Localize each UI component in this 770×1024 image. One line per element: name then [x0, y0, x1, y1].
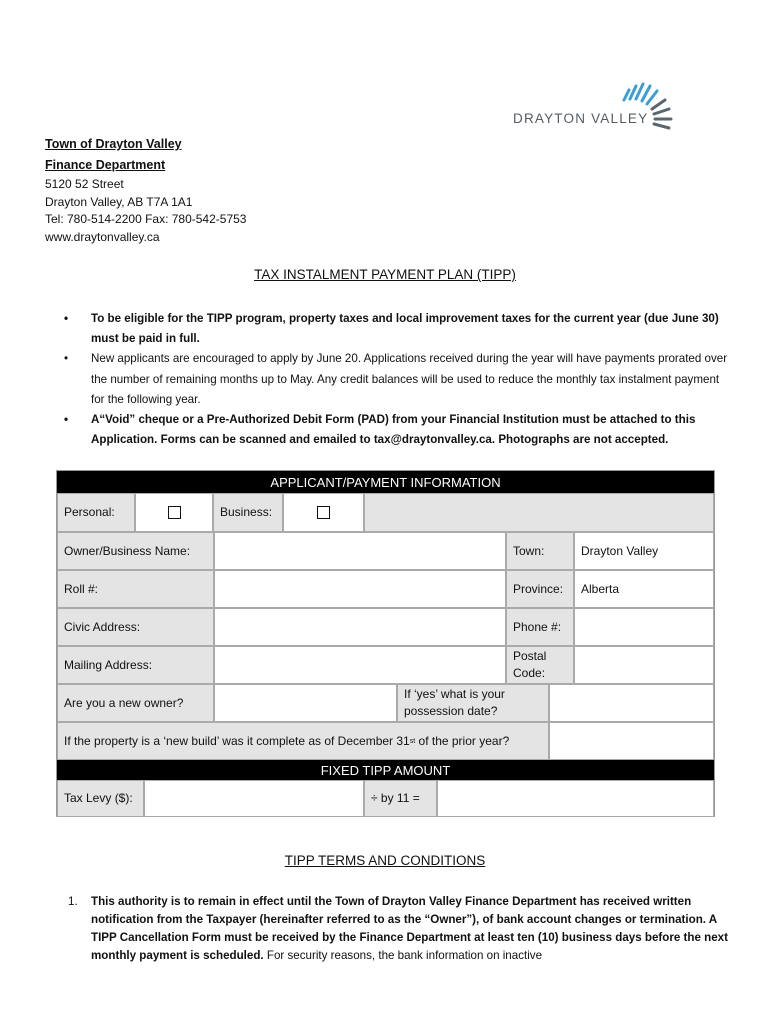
row1-filler: [364, 493, 714, 532]
terms-list: [68, 893, 730, 965]
divide-by-11-label: ÷ by 11 =: [364, 780, 437, 817]
terms-item-number: 1.: [68, 895, 78, 908]
town-label: Town:: [506, 532, 574, 570]
bullet-item: [62, 309, 730, 349]
bullet-dot: •: [64, 413, 69, 427]
new-build-text-a: If the property is a ‘new build’ was it complete as of December 31: [64, 733, 410, 748]
section-header-applicant: APPLICANT/PAYMENT INFORMATION: [57, 471, 714, 493]
phone-fax: Tel: 780-514-2200 Fax: 780-542-5753: [45, 212, 247, 226]
postal-code-field[interactable]: [574, 646, 714, 684]
phone-label: Phone #:: [506, 608, 574, 646]
province-label: Province:: [506, 570, 574, 608]
applicant-form: [56, 470, 715, 817]
eligibility-bullets: [62, 309, 730, 450]
terms-item: [68, 893, 730, 965]
tax-levy-field[interactable]: [144, 780, 364, 817]
personal-label: Personal:: [57, 493, 135, 532]
new-owner-label: Are you a new owner?: [57, 684, 214, 722]
tax-levy-label: Tax Levy ($):: [57, 780, 144, 817]
street-address: 5120 52 Street: [45, 177, 124, 191]
terms-bold-text: This authority is to remain in effect until the Town of Drayton Valley Finance Department has received written notification from the Taxpayer (hereinafter referred to as the “Owner”), of bank account changes or termination. A TIPP Cancellation Form must be received by the Finance Department at least ten (10) business days before the next monthly payment is scheduled.: [91, 895, 728, 962]
business-checkbox-cell[interactable]: [283, 493, 364, 532]
new-owner-field[interactable]: [214, 684, 397, 722]
divide-result-field[interactable]: [437, 780, 714, 817]
possession-date-field[interactable]: [549, 684, 714, 722]
bullet-text: A“Void” cheque or a Pre-Authorized Debit Form (PAD) from your Financial Institution must be attached to this Application. Forms can be scanned and emailed to tax@draytonvalley.ca. Photographs are not accepted.: [91, 413, 696, 447]
bullet-text: To be eligible for the TIPP program, property taxes and local improvement taxes for the current year (due June 30) must be paid in full.: [91, 312, 719, 346]
drayton-valley-logo: [510, 76, 680, 136]
postal-code-label: Postal Code:: [506, 646, 574, 684]
business-label: Business:: [213, 493, 283, 532]
town-value[interactable]: Drayton Valley: [574, 532, 714, 570]
new-build-label: [57, 722, 549, 760]
terms-title: TIPP TERMS AND CONDITIONS: [284, 853, 486, 868]
new-build-text-b: of the prior year?: [415, 733, 510, 748]
new-build-field[interactable]: [549, 722, 714, 760]
bullet-item: [62, 349, 730, 410]
org-name: Town of Drayton Valley: [45, 137, 182, 151]
civic-address-label: Civic Address:: [57, 608, 214, 646]
section-header-fixed-tipp: FIXED TIPP AMOUNT: [57, 760, 714, 780]
possession-date-label: If ‘yes’ what is your possession date?: [397, 684, 549, 722]
bullet-dot: •: [64, 352, 69, 366]
website: www.draytonvalley.ca: [45, 229, 160, 244]
phone-field[interactable]: [574, 608, 714, 646]
document-title: TAX INSTALMENT PAYMENT PLAN (TIPP): [254, 267, 516, 282]
terms-normal-text: For security reasons, the bank information on inactive: [263, 949, 543, 962]
province-value[interactable]: Alberta: [574, 570, 714, 608]
personal-checkbox-cell[interactable]: [135, 493, 213, 532]
mailing-address-field[interactable]: [214, 646, 506, 684]
owner-name-field[interactable]: [214, 532, 506, 570]
civic-address-field[interactable]: [214, 608, 506, 646]
logo-swirl-icon: [610, 76, 680, 136]
bullet-dot: •: [64, 312, 69, 325]
city-address: Drayton Valley, AB T7A 1A1: [45, 194, 193, 209]
personal-checkbox[interactable]: [168, 506, 181, 519]
business-checkbox[interactable]: [317, 506, 330, 519]
department-name: Finance Department: [45, 158, 166, 172]
bullet-text: New applicants are encouraged to apply by June 20. Applications received during the year will have payments prorated over the number of remaining months up to May. Any credit balances will be used to reduce the monthly tax instalment payment for the following year.: [91, 352, 728, 406]
owner-name-label: Owner/Business Name:: [57, 532, 214, 570]
bullet-item: [62, 410, 730, 450]
roll-field[interactable]: [214, 570, 506, 608]
address-block: [45, 134, 246, 246]
roll-label: Roll #:: [57, 570, 214, 608]
logo-text: DRAYTON VALLEY: [513, 111, 649, 126]
terms-item-text: [68, 893, 730, 965]
mailing-address-label: Mailing Address:: [57, 646, 214, 684]
new-build-sup: st: [409, 737, 416, 745]
